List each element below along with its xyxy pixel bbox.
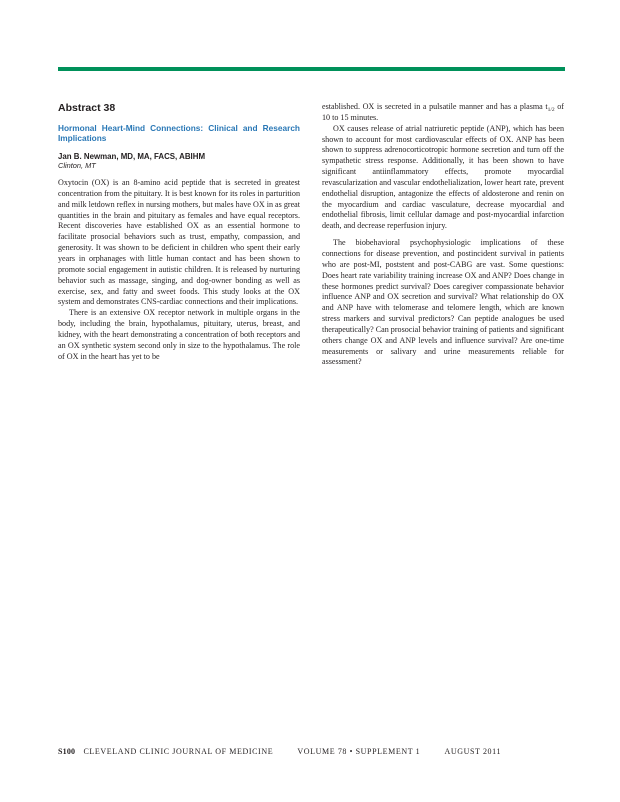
abstract-title: Hormonal Heart-Mind Connections: Clinical and Research Implications [58, 123, 300, 144]
journal-name: CLEVELAND CLINIC JOURNAL OF MEDICINE [83, 747, 274, 756]
author-name: Jan B. Newman, MD, MA, FACS, ABIHM [58, 151, 206, 161]
page-number: S100 [58, 747, 76, 756]
paragraph-text: established. OX is secreted in a pulsatile manner and has a plasma t [322, 102, 548, 111]
header-rule [58, 67, 565, 71]
paragraph: Oxytocin (OX) is an 8-amino acid peptide that is secreted in greatest concentration from the pituitary. It is best known for its roles in parturition and milk letdown reflex in nursing mothers, but males have OX in as great quantities in the brain and pituitary as females and have equal receptors. Recent discoveries have established OX as an essential hormone to facilitate prosocial behaviors such as trust, empathy, compassion, and generosity. It was shown to be deficient in children who spent their early years in orphanages with little human contact and has been shown to promote social engagement in autistic children. It is released by nurturing behavior such as massage, singing, and dog-owner bonding as well as exercise, sex, and fatty and sweet foods. This study looks at the OX system and demonstrates CNS-cardiac connections and their implications. [58, 178, 300, 307]
right-column [322, 102, 564, 368]
volume-info: VOLUME 78 • SUPPLEMENT 1 [297, 747, 421, 756]
half-life-subscript: 1/2 [547, 107, 555, 113]
paragraph: There is an extensive OX receptor network in multiple organs in the body, including the brain, hypothalamus, pituitary, uterus, breast, and kidney, with the heart demonstrating a concentration of both receptors and an OX synthetic system second only in size to the hypothalamus. The role of OX in the heart has yet to be [58, 308, 300, 361]
paragraph: The biobehavioral psychophysiologic implications of these connections for disease prevention, and postincident survival in patients who are post-MI, poststent and post-CABG are vast. Some questions: Does heart rate variability training increase OX and ANP? Does change in these hormones predict survival? Does caregiver compassionate behavior influence ANP and OX secretion and survival? What relationship do OX and ANP have with telomerase and telomere length, which are known stress markers and survival predictors? Can peptide analogues be used therapeutically? Can prosocial behavior training of patients and significant others change OX and ANP levels and influence survival? Are one-time measurements or salivary and urine measurements reliable for assessment? [322, 238, 564, 367]
paragraph [322, 102, 564, 124]
left-column [58, 102, 300, 362]
author-location: Clinton, MT [58, 161, 96, 171]
abstract-label: Abstract 38 [58, 102, 116, 114]
issue-date: AUGUST 2011 [444, 747, 502, 756]
paragraph: OX causes release of atrial natriuretic peptide (ANP), which has been shown to account for most cardiovascular effects of OX. ANP has been shown to suppress adrenocorticotropic hormone secretion and turn off the sympathetic stress response. Additionally, it has been shown to have significant antiinflammatory effects, promote myocardial revascularization and vascular endothelialization, lower heart rate, prevent endothelial disruption, antagonize the effects of aldosterone and renin on the myocardium and cardiac vasculature, decrease myocardial and endothelial fibrosis, limit cellular damage and post-myocardial infarction death, and decrease reperfusion injury. [322, 123, 564, 231]
paragraph-text: of 10 to 15 minutes. [322, 102, 564, 122]
page-footer [58, 747, 565, 757]
